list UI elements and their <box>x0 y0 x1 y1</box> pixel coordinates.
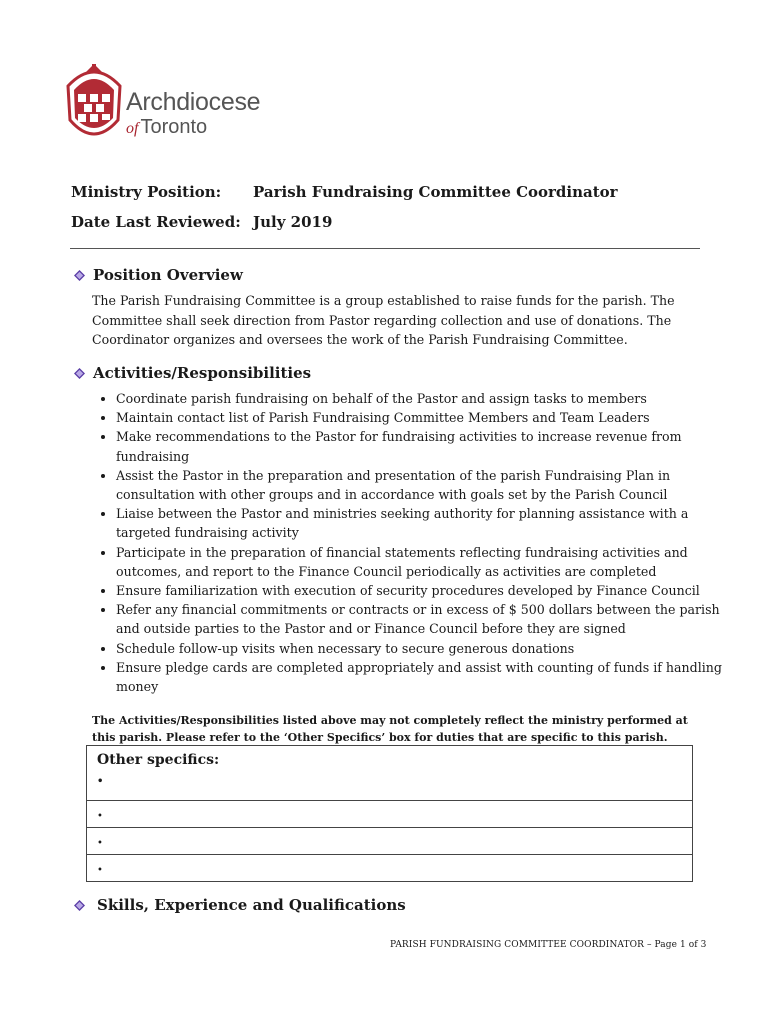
position-overview-text: The Parish Fundraising Committee is a group established to raise funds for the parish. The Committee shall seek direction from Pastor regarding collection and use of donations. The Coordinator organizes and oversees the work of the Parish Fundraising Committee. <box>92 293 675 347</box>
page-footer: PARISH FUNDRAISING COMMITTEE COORDINATOR – Page 1 of 3 <box>390 940 707 950</box>
ministry-position-value: Parish Fundraising Committee Coordinator <box>253 183 618 201</box>
other-specifics-table <box>86 745 693 882</box>
ministry-position-label: Ministry Position: <box>71 183 222 201</box>
date-reviewed-value: July 2019 <box>253 213 333 231</box>
list-item: • Assist the Pastor in the preparation and presentation of the parish Fundraising Plan in consultation with other groups and in accordance with goals set by the Parish Council <box>116 466 724 504</box>
other-specifics-title: Other specifics: <box>97 752 220 768</box>
skills-title: Skills, Experience and Qualifications <box>97 896 406 914</box>
diamond-bullet-icon <box>74 270 85 281</box>
list-item: • Schedule follow-up visits when necessary to secure generous donations <box>116 639 724 658</box>
diamond-bullet-icon <box>74 368 85 379</box>
org-name-city: Toronto <box>140 116 208 138</box>
list-item: • Ensure pledge cards are completed appropriately and assist with counting of funds if handling money <box>116 658 724 696</box>
bullet-dot: • <box>97 864 103 876</box>
list-item: • Liaise between the Pastor and ministries seeking authority for planning assistance with a targeted fundraising activity <box>116 504 724 542</box>
activities-note: The Activities/Responsibilities listed above may not completely reflect the ministry performed at this parish. Please refer to the ‘Other Specifics’ box for duties that are specific to this parish. <box>92 714 688 744</box>
bullet-dot: • <box>97 837 103 849</box>
bullet-dot: • <box>97 776 104 787</box>
divider <box>70 248 700 249</box>
activities-list <box>92 389 724 696</box>
activities-title: Activities/Responsibilities <box>93 364 312 382</box>
bullet-dot: • <box>97 810 103 822</box>
date-reviewed-label: Date Last Reviewed: <box>71 213 241 231</box>
list-item: • Maintain contact list of Parish Fundraising Committee Members and Team Leaders <box>116 408 724 427</box>
list-item: • Ensure familiarization with execution of security procedures developed by Finance Council <box>116 581 724 600</box>
activities-heading <box>74 364 311 382</box>
mitre-crest-icon <box>68 64 120 134</box>
other-specifics-cell[interactable] <box>87 746 693 801</box>
other-specifics-row[interactable] <box>87 855 693 882</box>
list-item: • Coordinate parish fundraising on behalf of the Pastor and assign tasks to members <box>116 389 724 408</box>
position-overview-title: Position Overview <box>93 266 243 284</box>
diamond-bullet-icon <box>74 900 85 911</box>
other-specifics-row[interactable] <box>87 828 693 855</box>
list-item: • Participate in the preparation of financial statements reflecting fundraising activities and outcomes, and report to the Finance Council periodically as activities are completed <box>116 543 724 581</box>
list-item: • Make recommendations to the Pastor for fundraising activities to increase revenue from fundraising <box>116 427 724 465</box>
org-name-line1: Archdiocese <box>126 88 261 116</box>
org-name-of: of <box>126 120 139 137</box>
list-item: • Refer any financial commitments or contracts or in excess of $ 500 dollars between the parish and outside parties to the Pastor and or Finance Council before they are signed <box>116 600 724 638</box>
position-overview-heading <box>74 266 243 284</box>
other-specifics-row[interactable] <box>87 801 693 828</box>
org-name-line2 <box>126 116 207 139</box>
skills-heading <box>74 896 406 914</box>
